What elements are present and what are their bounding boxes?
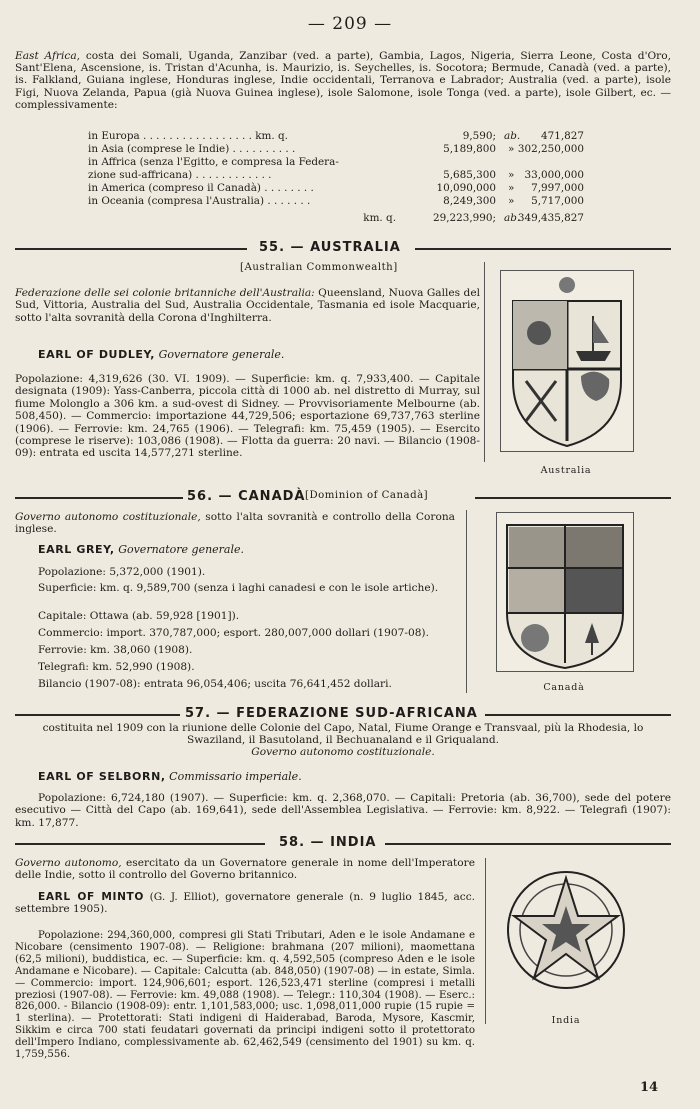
star-of-india-icon <box>500 866 632 994</box>
canada-desc-text: sotto l'alta sovranità e controllo della Corona inglese. <box>15 511 455 536</box>
canada-line: Popolazione: 5,372,000 (1901). <box>38 566 206 578</box>
section-heading-australia <box>15 240 671 258</box>
canada-line: Ferrovie: km. 38,060 (1908). <box>38 644 193 656</box>
divider-line <box>485 858 486 1024</box>
area-label: zione sud-affricana) . . . . . . . . . . . . <box>88 169 272 181</box>
canada-description <box>15 511 455 536</box>
area-pop: 471,827 <box>541 130 584 142</box>
governor-title: Governatore generale. <box>118 543 245 556</box>
canada-line: Telegrafi: km. 52,990 (1908). <box>38 661 195 673</box>
australia-caption: Australia <box>540 465 592 476</box>
area-total-sep: ab. <box>504 212 521 224</box>
canada-subtitle: [Dominion of Canadà] <box>305 490 429 501</box>
area-sep: » <box>508 143 515 155</box>
sudafrica-description-2: Governo autonomo costituzionale. <box>251 746 435 758</box>
australia-desc-italic: Federazione delle sei colonie britanniche dell'Australia: <box>15 287 315 299</box>
area-total-pop: 349,435,827 <box>517 212 584 224</box>
india-desc-text: esercitato da un Governatore generale in nome dell'Imperatore delle Indie, sotto il controllo del Governo britannico. <box>15 857 475 882</box>
area-pop: 7,997,000 <box>531 182 584 194</box>
area-total-label: km. q. <box>363 212 396 224</box>
india-details: Popolazione: 294,360,000, compresi gli Stati Tributari, Aden e le isole Andamane e Nicobare (censimento 1907-08). — Religione: brahmana (207 milioni), maomettana (62,5 milioni), buddistica, ec. — Superficie: km. q. 4,592,505 (compreso Aden e le isole Andamane e Nicobare). — Capitale: Calcutta (ab. 848,050) (1907-08) — in estate, Simla. — Commercio: import. 124,906,601; esport. 126,523,471 sterline (compresi i metalli preziosi (1907-08). — Ferrovie: km. 49,088 (1908). — Telegr.: 110,304 (1908). — Eserc.: 826,000. - Bilancio (1908-09): entr. 1,101,583,000; usc. 1,098,011,000 rupie (15 rupie = 1 sterlina). — Protettorati: Stati indigeni di Haiderabad, Baroda, Mysore, Kascmir, Sikkim e circa 700 stati feudatari governati da principi indigeni sotto il protettorato dell'Impero Indiano, complessivamente ab. 62,462,549 (censimento del 1901) su km. q. 1,759,556. <box>15 930 475 1061</box>
governor-name: EARL OF SELBORN, <box>38 770 166 783</box>
india-description <box>15 857 475 882</box>
heading-text: 56. — CANADÀ <box>187 489 306 504</box>
area-label: in Affrica (senza l'Egitto, e compresa la Federa- <box>88 156 339 168</box>
divider-line <box>466 510 467 693</box>
area-pop: 33,000,000 <box>524 169 584 181</box>
heading-text: 58. — INDIA <box>279 835 377 850</box>
canada-line: Commercio: import. 370,787,000; esport. 280,007,000 dollari (1907-08). <box>38 627 429 639</box>
governor-name: EARL GREY, <box>38 543 115 556</box>
australia-shield-icon <box>501 271 633 451</box>
area-pop: 302,250,000 <box>517 143 584 155</box>
intro-paragraph <box>15 50 671 111</box>
area-total-km: 29,223,990; <box>433 212 496 224</box>
sudafrica-details: Popolazione: 6,724,180 (1907). — Superficie: km. q. 2,368,070. — Capitali: Pretoria (ab. 36,700), sede del potere esecutivo — Città del Capo (ab. 169,641), sede dell'Assemblea Legislativa. — Ferrovie: km. 8,922. — Telegrafi (1907): km. 17,877. <box>15 792 671 829</box>
canada-line: Bilancio (1907-08): entrata 96,054,406; uscita 76,641,452 dollari. <box>38 678 392 690</box>
section-heading-india <box>15 835 671 853</box>
intro-prefix: East Africa, <box>15 50 81 62</box>
governor-title: Commissario imperiale. <box>169 770 302 783</box>
australia-details: Popolazione: 4,319,626 (30. VI. 1909). — Superficie: km. q. 7,933,400. — Capitale designata (1909): Yass-Canberra, piccola città di 1000 ab. nel distretto di Murray, sul fiume Molonglo a 306 km. a sud-ovest di Sidney. — Provvisoriamente Melbourne (ab. 508,450). — Commercio: importazione 44,729,506; esportazione 69,737,763 sterline (1906). — Ferrovie: km. 24,765 (1906). — Telegrafi: km. 75,459 (1905). — Esercito (comprese le riserve): 103,086 (1908). — Flotta da guerra: 20 navi. — Bilancio (1908-09): entrata ed uscita 14,577,271 sterline. <box>15 373 480 460</box>
governor-name: EARL OF DUDLEY, <box>38 348 156 361</box>
divider-line <box>484 262 485 462</box>
heading-text: 57. — FEDERAZIONE SUD-AFRICANA <box>185 706 478 721</box>
canada-desc-italic: Governo autonomo costituzionale, <box>15 511 201 523</box>
signature-number: 14 <box>640 1080 659 1095</box>
governor-title: (G. J. Elliot), governatore generale (n. 9 luglio 1845, acc. settembre 1905). <box>15 891 476 916</box>
area-label: in Oceania (compresa l'Australia) . . . . . . . <box>88 195 311 207</box>
area-label: in America (compreso il Canadà) . . . . . . . . <box>88 182 314 194</box>
area-label: in Europa . . . . . . . . . . . . . . . . . km. q. <box>88 130 288 142</box>
area-km: 5,189,800 <box>443 143 496 155</box>
canada-caption: Canadà <box>543 682 585 693</box>
canada-governor <box>38 543 244 556</box>
india-caption: India <box>551 1015 581 1026</box>
canada-shield-icon <box>497 513 633 671</box>
area-label: in Asia (comprese le Indie) . . . . . . . . . . <box>88 143 296 155</box>
canada-line: Capitale: Ottawa (ab. 59,928 [1901]). <box>38 610 240 622</box>
australia-governor <box>38 348 284 361</box>
governor-title: Governatore generale. <box>158 348 285 361</box>
australia-coat-of-arms <box>500 270 634 452</box>
area-sep: » <box>508 195 515 207</box>
intro-text: costa dei Somali, Uganda, Zanzibar (ved. a parte), Gambia, Lagos, Nigeria, Sierra Leone, Costa d'Oro, Sant'Elena, Ascensione, is. Tristan d'Acunha, is. Maurizio, is. Seychelles, is. Socotora; Bermude, Canadà (ved. a parte), is. Falkland, Guiana inglese, Honduras inglese, Indie occidentali, Terranova e Labrador; Australia (ved. a parte), isole Figi, Nuova Zelanda, Papua (già Nuova Guinea inglese), isole Salomone, isole Tonga (ved. a parte), isole Gilbert, ec. — complessivamente: <box>15 50 671 111</box>
area-km: 10,090,000 <box>436 182 496 194</box>
heading-text: 55. — AUSTRALIA <box>259 240 401 255</box>
page-number: — 209 — <box>307 14 393 34</box>
australia-description <box>15 287 480 324</box>
australia-subtitle: [Australian Commonwealth] <box>240 262 398 273</box>
area-sep: » <box>508 169 515 181</box>
sudafrica-governor <box>38 770 302 783</box>
area-sep: ab. <box>504 130 521 142</box>
area-km: 5,685,300 <box>443 169 496 181</box>
india-desc-italic: Governo autonomo, <box>15 857 122 869</box>
governor-name: EARL OF MINTO <box>38 891 144 903</box>
area-pop: 5,717,000 <box>531 195 584 207</box>
sudafrica-description: costituita nel 1909 con la riunione delle Colonie del Capo, Natal, Fiume Orange e Transvaal, più la Rhodesia, lo Swaziland, il Basutoland, il Bechuanaland e il Griqualand. <box>42 722 644 747</box>
canada-line: Superficie: km. q. 9,589,700 (senza i laghi canadesi e con le isole artiche). <box>38 582 439 594</box>
area-km: 8,249,300 <box>443 195 496 207</box>
section-heading-canada <box>15 489 671 507</box>
canada-coat-of-arms <box>496 512 634 672</box>
india-star-emblem <box>500 866 632 994</box>
area-km: 9,590; <box>462 130 496 142</box>
area-sep: » <box>508 182 515 194</box>
australia-desc-text: Queensland, Nuova Galles del Sud, Vittoria, Australia del Sud, Australia Occidentale, Tasmania ed isole Macquarie, sotto l'alta sovranità della Corona d'Inghilterra. <box>15 287 480 324</box>
india-governor <box>15 891 475 916</box>
